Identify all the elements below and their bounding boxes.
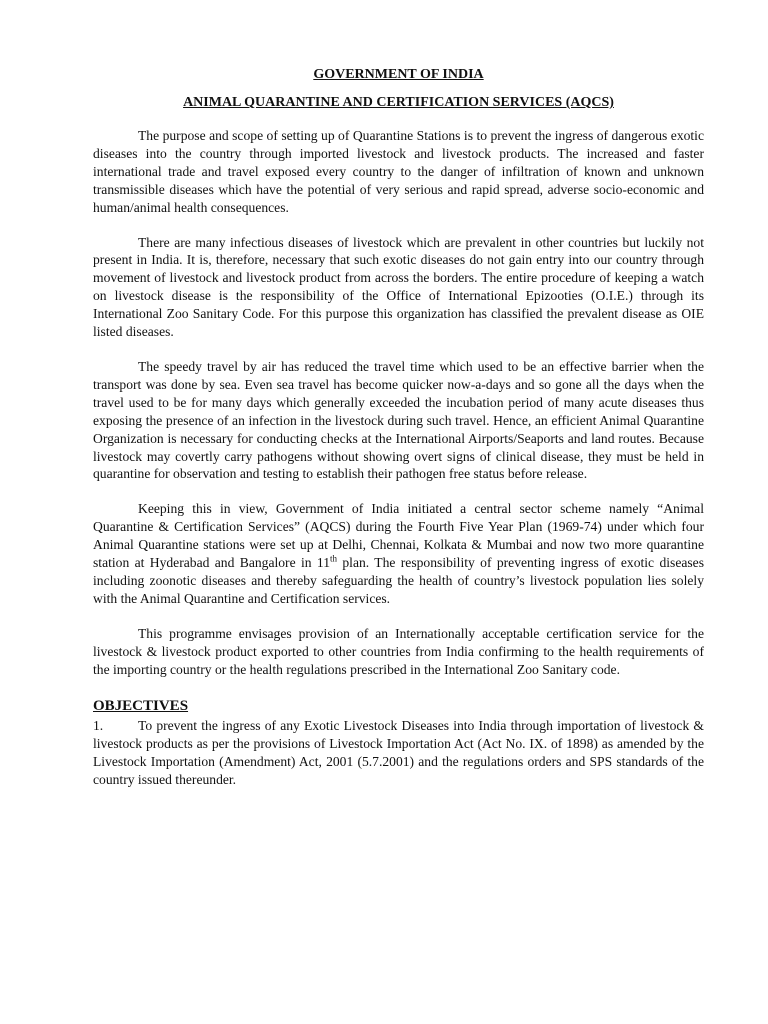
document-page (93, 64, 704, 789)
objective-text: To prevent the ingress of any Exotic Livestock Diseases into India through importation of livestock & livestock products as per the provisions of Livestock Importation Act (Act No. IX. of 1898) as amended by the Livestock Importation (Amendment) Act, 2001 (5.7.2001) and the regulations orders and SPS standards of the country issued thereunder. (93, 718, 704, 788)
ordinal-superscript: th (330, 553, 338, 564)
objective-item (93, 717, 704, 789)
paragraph-speedy-travel: The speedy travel by air has reduced the travel time which used to be an effective barrier when the transport was done by sea. Even sea travel has become quicker now-a-days and so gone all the days when the travel used to be for many days which generally exceeded the incubation period of many acute diseases thus exposing the presence of an infection in the livestock during such travel. Hence, an efficient Animal Quarantine Organization is necessary for conducting checks at the International Airports/Seaports and land routes. Because livestock may covertly carry pathogens without showing overt signs of clinical disease, they must be held in quarantine for observation and testing to establish their pathogen free status before release. (93, 358, 704, 482)
document-subtitle: ANIMAL QUARANTINE AND CERTIFICATION SERVICES (AQCS) (183, 95, 614, 110)
objective-number: 1. (93, 718, 104, 734)
paragraph-purpose: The purpose and scope of setting up of Quarantine Stations is to prevent the ingress of dangerous exotic diseases into the country through imported livestock and livestock products. The increased and faster international trade and travel exposed every country to the danger of infiltration of known and unknown transmissible diseases which have the potential of very serious and rapid spread, adverse socio-economic and human/animal health consequences. (93, 128, 704, 215)
paragraph-infectious-diseases: There are many infectious diseases of livestock which are prevalent in other countries but luckily not present in India. It is, therefore, necessary that such exotic diseases do not gain entry into our country through movement of livestock and livestock product from across the borders. The entire procedure of keeping a watch on livestock disease is the responsibility of the Office of International Epizooties (O.I.E.) through its International Zoo Sanitary Code. For this purpose this organization has classified the prevalent disease as OIE listed diseases. (93, 234, 704, 340)
objectives-heading: OBJECTIVES (93, 698, 189, 715)
paragraph-aqcs-text-part2: plan. The responsibility of preventing ingress of exotic diseases including zoonotic diseases and thereby safeguarding the health of country’s livestock population lies solely with the Animal Quarantine and Certification services. (93, 555, 704, 606)
paragraph-aqcs-text-part1: Keeping this in view, Government of India initiated a central sector scheme namely “Animal Quarantine & Certification Services” (AQCS) during the Fourth Five Year Plan (1969-74) under which four Animal Quarantine stations were set up at Delhi, Chennai, Kolkata & Mumbai and now two more quarantine station at Hyderabad and Bangalore in 11 (93, 501, 704, 571)
document-title: GOVERNMENT OF INDIA (313, 67, 484, 82)
paragraph-certification-service: This programme envisages provision of an Internationally acceptable certification service for the livestock & livestock product exported to other countries from India confirming to the health requirements of the importing country or the health regulations prescribed in the International Zoo Sanitary code. (93, 625, 704, 677)
paragraph-aqcs-scheme (93, 500, 704, 607)
